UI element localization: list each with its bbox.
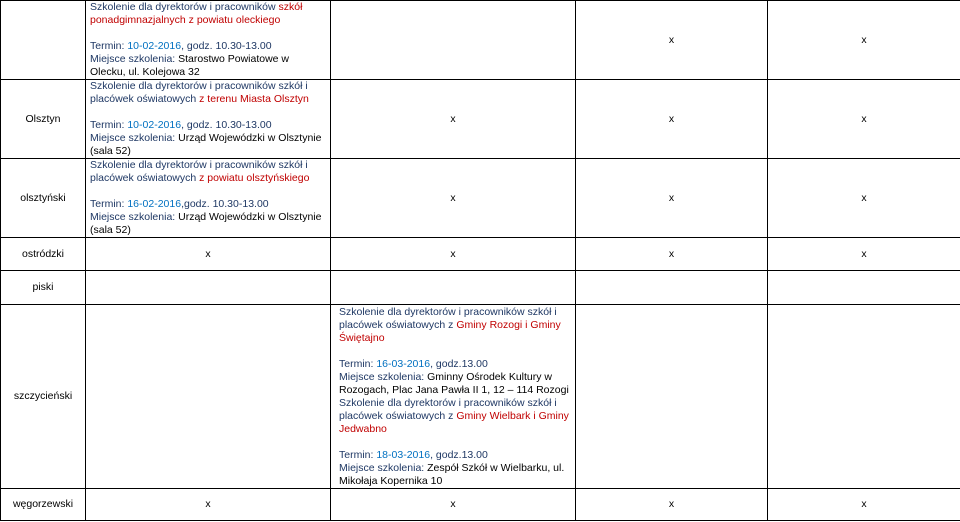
county-cell: Olsztyn [1,80,86,159]
cell [86,305,331,489]
table-row [1,238,960,271]
cell: x [768,489,960,521]
cell [576,271,768,305]
cell: x [86,238,331,271]
cell: x [768,80,960,159]
cell: x [576,159,768,238]
cell: x [768,238,960,271]
training-cell: Szkolenie dla dyrektorów i pracowników szkół i placówek oświatowych z Gminy Rozogi i Gminy Świętajno Termin: 16-03-2016, godz.13.00 Miejsce szkolenia: Gminny Ośrodek Kultury w Rozogach, Plac Jana Pawła II 1, 12 – 114 Rozogi Szkolenie dla dyrektorów i pracowników szkół i placówek oświatowych z Gminy Wielbark i Gminy Jedwabno Termin: 18-03-2016, godz.13.00 Miejsce szkolenia: Zespół Szkół w Wielbarku, ul. Mikołaja Kopernika 10 [331,305,576,489]
cell: x [331,489,576,521]
cell [331,271,576,305]
cell: x [331,80,576,159]
cell [576,305,768,489]
cell: x [331,238,576,271]
county-cell: olsztyński [1,159,86,238]
cell: x [576,1,768,80]
cell: x [768,1,960,80]
training-cell: Szkolenie dla dyrektorów i pracowników szkół i placówek oświatowych z powiatu olsztyńskiego Termin: 16-02-2016,godz. 10.30-13.00 Miejsce szkolenia: Urząd Wojewódzki w Olsztynie (sala 52) [86,159,331,238]
cell [331,1,576,80]
cell [768,271,960,305]
table-row [1,305,960,489]
county-cell: ostródzki [1,238,86,271]
table-row [1,159,960,238]
training-cell: Szkolenie dla dyrektorów i pracowników szkół ponadgimnazjalnych z powiatu oleckiego Termin: 10-02-2016, godz. 10.30-13.00 Miejsce szkolenia: Starostwo Powiatowe w Olecku, ul. Kolejowa 32 [86,1,331,80]
cell [86,271,331,305]
cell: x [576,80,768,159]
training-cell: Szkolenie dla dyrektorów i pracowników szkół i placówek oświatowych z terenu Miasta Olsztyn Termin: 10-02-2016, godz. 10.30-13.00 Miejsce szkolenia: Urząd Wojewódzki w Olsztynie (sala 52) [86,80,331,159]
table-row [1,271,960,305]
cell: x [331,159,576,238]
table-row [1,489,960,521]
cell: x [768,159,960,238]
cell [768,305,960,489]
cell: x [576,489,768,521]
table-row [1,1,960,80]
county-cell: węgorzewski [1,489,86,521]
cell: x [86,489,331,521]
county-cell [1,1,86,80]
county-cell: szczycieński [1,305,86,489]
cell: x [576,238,768,271]
county-cell: piski [1,271,86,305]
table-row [1,80,960,159]
